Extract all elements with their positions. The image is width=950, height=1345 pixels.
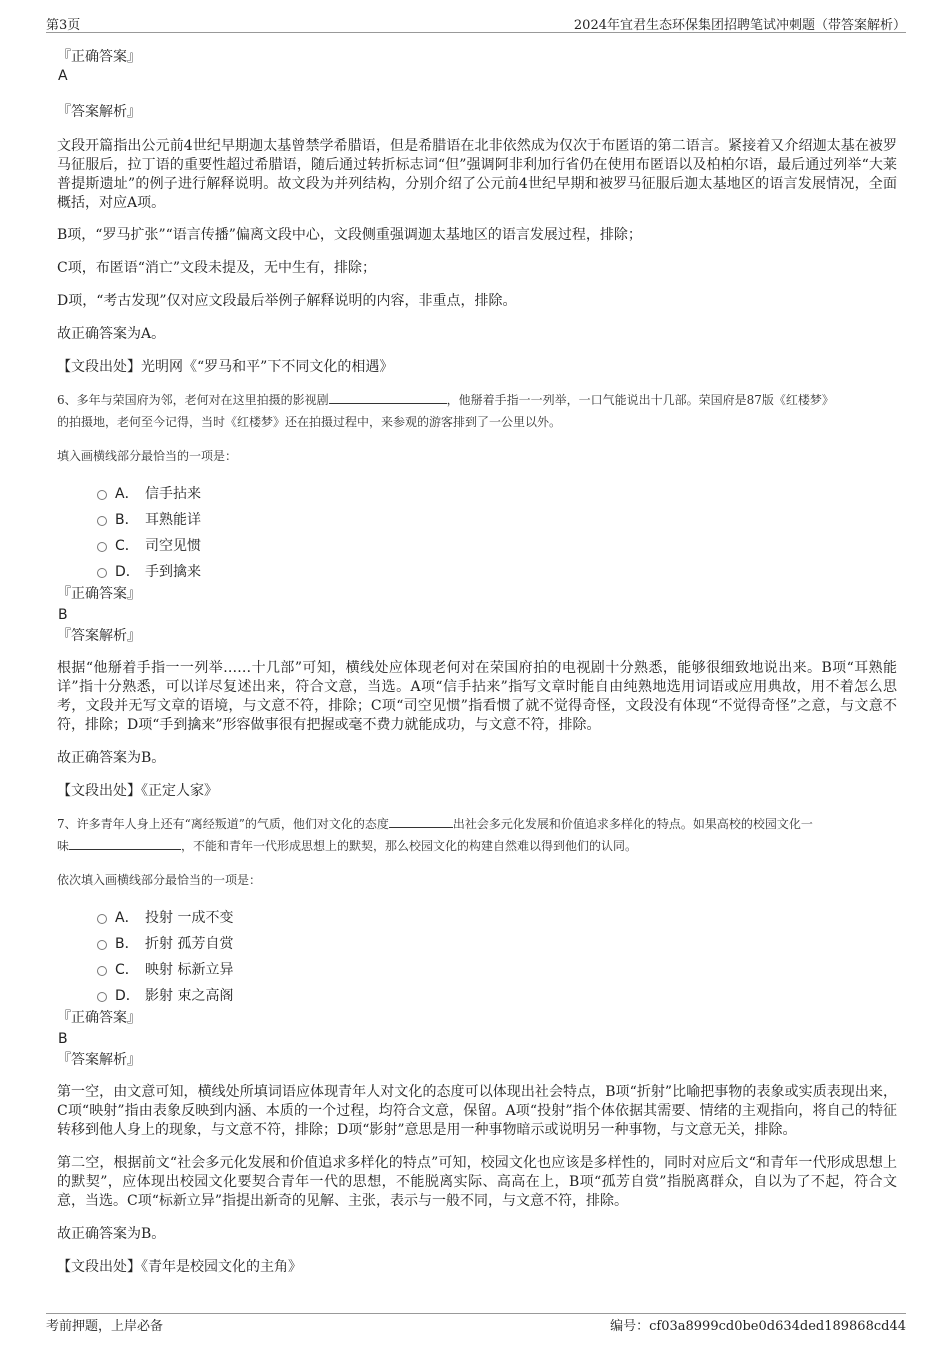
footer-slogan: 考前押题，上岸必备 <box>46 1319 164 1334</box>
radio-icon[interactable] <box>97 490 107 500</box>
option-text: 投射 一成不变 <box>145 910 234 926</box>
document-title: 2024年宜君生态环保集团招聘笔试冲刺题（带答案解析） <box>573 18 906 33</box>
option-letter: A． <box>115 910 139 926</box>
analysis-paragraph: 根据“他掰着手指一一列举……十几部”可知，横线处应体现老何对在荣国府拍的电视剧十分熟悉，能够很细致地说出来。B项“耳熟能详”指十分熟悉，可以详尽复述出来，符合文意，当选。A项“信手拈来”指写文章时能自由纯熟地选用词语或应用典故，用不着怎么思考，文段并无写文章的语境，与文意不符，排除；C项“司空见惯”指看惯了就不觉得奇怪，文段没有体现“不觉得奇怪”之意，与文意不符，排除；D项“手到擒来”形容做事很有把握或毫不费力就能成功，与文意不符，排除。 <box>57 660 897 733</box>
option-text: 司空见惯 <box>145 538 201 554</box>
analysis-paragraph: 第二空，根据前文“社会多元化发展和价值追求多样化的特点”可知，校园文化也应该是多样性的，同时对应后文“和青年一代形成思想上的默契”，应体现出校园文化要契合青年一代的思想，不能脱离实际、高高在上，B项“孤芳自赏”指脱离群众，自以为了不起，符合文意，当选。C项“标新立异”指提出新奇的见解、主张，表示与一般不同，与文意不符，排除。 <box>57 1155 897 1209</box>
option-letter: D． <box>115 988 140 1004</box>
option-text: 映射 标新立异 <box>145 962 234 978</box>
question-6-stem <box>57 389 897 433</box>
page-footer <box>46 1313 906 1334</box>
option-a[interactable] <box>97 905 897 931</box>
correct-answer: B <box>58 1031 68 1047</box>
option-b[interactable] <box>97 507 897 533</box>
radio-icon[interactable] <box>97 568 107 578</box>
option-c[interactable] <box>97 533 897 559</box>
analysis-paragraph: 第一空，由文意可知，横线处所填词语应体现青年人对文化的态度可以体现出社会特点，B项“折射”比喻把事物的表象或实质表现出来，C项“映射”指由表象反映到内涵、本质的一个过程，均符合文意，保留。A项“投射”指个体依据其需要、情绪的主观指向，将自己的特征转移到他人身上的现象，与文意不符，排除；D项“影射”意思是用一种事物暗示或说明另一种事物，与文意无关，排除。 <box>57 1084 897 1138</box>
option-text: 折射 孤芳自赏 <box>145 936 234 952</box>
passage-source: 【文段出处】光明网《“罗马和平”下不同文化的相遇》 <box>57 359 394 375</box>
passage-source: 【文段出处】《正定人家》 <box>57 783 218 799</box>
option-letter: B． <box>115 936 139 952</box>
analysis-paragraph: 文段开篇指出公元前4世纪早期迦太基曾禁学希腊语，但是希腊语在北非依然成为仅次于布匿语的第二语言。紧接着又介绍迦太基在被罗马征服后，拉丁语的重要性超过希腊语，随后通过转折标志词“但”强调阿非利加行省仍在使用布匿语以及柏柏尔语，最后通过列举“大莱普提斯遗址”的例子进行解释说明。故文段为并列结构，分别介绍了公元前4世纪早期和被罗马征服后迦太基地区的语言发展情况，全面概括，对应A项。 <box>57 138 897 211</box>
analysis-paragraph: B项，“罗马扩张”“语言传播”偏离文段中心，文段侧重强调迦太基地区的语言发展过程，排除； <box>57 227 642 243</box>
option-text: 手到擒来 <box>145 564 201 580</box>
document-body <box>57 48 897 1277</box>
option-letter: C． <box>115 538 139 554</box>
answer-tag: 『正确答案』 <box>57 586 141 602</box>
page-header <box>46 10 906 33</box>
question-7-stem <box>57 813 897 857</box>
question-6-text: ，他掰着手指一一列举，一口气能说出十几部。荣国府是87版《红楼梦》 <box>446 393 834 407</box>
option-d[interactable] <box>97 983 897 1009</box>
blank-line <box>69 835 181 850</box>
option-b[interactable] <box>97 931 897 957</box>
passage-source: 【文段出处】《青年是校园文化的主角》 <box>57 1259 302 1275</box>
question-7-text: 7、许多青年人身上还有“离经叛道”的气质，他们对文化的态度 <box>57 817 389 831</box>
analysis-paragraph: C项，布匿语“消亡”文段未提及，无中生有，排除； <box>57 260 377 276</box>
analysis-conclusion: 故正确答案为B。 <box>57 750 166 766</box>
option-text: 影射 束之高阁 <box>145 988 234 1004</box>
option-a[interactable] <box>97 481 897 507</box>
option-letter: D． <box>115 564 140 580</box>
radio-icon[interactable] <box>97 966 107 976</box>
radio-icon[interactable] <box>97 914 107 924</box>
radio-icon[interactable] <box>97 992 107 1002</box>
option-letter: C． <box>115 962 139 978</box>
answer-tag: 『正确答案』 <box>57 1010 141 1026</box>
option-letter: B． <box>115 512 139 528</box>
page-number: 第3页 <box>46 18 81 33</box>
option-letter: A． <box>115 486 139 502</box>
question-7-text: 味 <box>57 839 70 853</box>
analysis-tag: 『答案解析』 <box>57 1052 141 1068</box>
blank-line <box>329 389 447 404</box>
blank-line <box>389 813 453 828</box>
option-text: 耳熟能详 <box>145 512 201 528</box>
question-6-text: 的拍摄地，老何至今记得，当时《红楼梦》还在拍摄过程中，来参观的游客排到了一公里以外。 <box>57 415 562 429</box>
question-7-text: ，不能和青年一代形成思想上的默契，那么校园文化的构建自然难以得到他们的认同。 <box>181 839 638 853</box>
question-6-text: 6、多年与荣国府为邻，老何对在这里拍摄的影视剧 <box>57 393 329 407</box>
analysis-conclusion: 故正确答案为B。 <box>57 1226 166 1242</box>
analysis-tag: 『答案解析』 <box>57 628 141 644</box>
analysis-paragraph: D项，“考古发现”仅对应文段最后举例子解释说明的内容，非重点，排除。 <box>57 293 517 309</box>
analysis-conclusion: 故正确答案为A。 <box>57 326 166 342</box>
analysis-tag: 『答案解析』 <box>57 104 141 120</box>
option-c[interactable] <box>97 957 897 983</box>
correct-answer: B <box>58 607 68 623</box>
correct-answer: A <box>58 68 68 84</box>
answer-tag: 『正确答案』 <box>57 49 141 65</box>
question-6-prompt: 填入画横线部分最恰当的一项是： <box>57 449 238 463</box>
radio-icon[interactable] <box>97 940 107 950</box>
option-d[interactable] <box>97 559 897 585</box>
radio-icon[interactable] <box>97 542 107 552</box>
radio-icon[interactable] <box>97 516 107 526</box>
question-7-text: 出社会多元化发展和价值追求多样化的特点。如果高校的校园文化一 <box>452 817 813 831</box>
option-text: 信手拈来 <box>145 486 201 502</box>
document-code: 编号：cf03a8999cd0be0d634ded189868cd44 <box>610 1319 906 1334</box>
question-7-prompt: 依次填入画横线部分最恰当的一项是： <box>57 873 262 887</box>
